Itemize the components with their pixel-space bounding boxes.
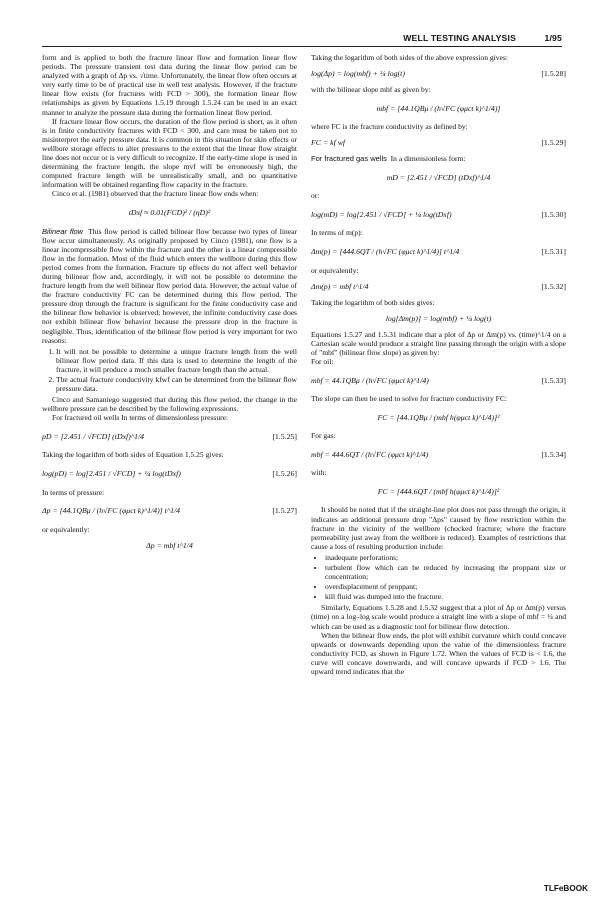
paragraph-text: In a dimensionless form: (390, 154, 466, 164)
paragraph: where FC is the fracture conductivity as defined by: (311, 122, 468, 132)
equation (42, 201, 297, 225)
paragraph: Equations 1.5.27 and 1.5.31 indicate that a plot of Δp or Δm(p) vs. (time)^1/4 on a Cartesian scale would produce a straight line passing through the origin with a slope of "mbf" (bilinear flow slope) as given by: (311, 329, 566, 357)
right-column (311, 53, 566, 676)
page-number: 1/95 (544, 33, 562, 43)
equation-expression: pD = [2.451 / √FCD] (tDxf)^1/4 (42, 431, 145, 441)
left-column (42, 53, 297, 557)
equation (311, 442, 566, 466)
paragraph: Taking the logarithm of both sides of Equation 1.5.25 gives: (42, 450, 224, 460)
equation-number: [1.5.31] (541, 247, 566, 257)
section-heading: Bilinear flow (42, 226, 84, 236)
equation-number: [1.5.30] (541, 209, 566, 219)
equation-expression: FC = [44.1QBμ / (mbf h(φμct k)^1/4)]² (377, 412, 500, 422)
paragraph: form and is applied to both the fracture linear flow and formation linear flow periods. The pressure transient test data during the linear flow period can be analyzed with a graph of Δp vs. √time. Unfortunately, the linear flow often occurs at very early time to be of practical use in well test analysis. However, if the fracture linear flow exists (for fractures with FCD > 300), the formation linear flow relationships as given by Equations 1.5.19 through 1.5.24 can be used in an exact manner to analyze the pressure data during the formation linear flow period. (42, 53, 297, 117)
equation-number: [1.5.29] (541, 138, 566, 148)
equation-number: [1.5.27] (272, 506, 297, 516)
paragraph: For fractured oil wells In terms of dimensionless pressure: (52, 413, 229, 423)
paragraph-text: This flow period is called bilinear flow because two types of linear flow occur simultaneously. As originally proposed by Cinco (1981), one flow is a linear incompressible flow within the fracture and the other is a linear compressible flow in the formation. Most of the fluid which enters the wellbore during this flow period comes from the formation. Fracture tip effects do not affect well behavior during bilinear flow and, accordingly, it will not be possible to determine the fracture length from the well bilinear flow period data. However, the actual value of the fracture conductivity FC can be determined during this flow period. The pressure drop through the fracture is significant for the finite conductivity case and the bilinear flow behavior is observed; however, the infinite conductivity case does not exhibit bilinear flow behavior because the pressure drop in the fracture is negligible. Thus, identification of the bilinear flow period is very important for two reasons: (42, 226, 297, 345)
equation (311, 277, 566, 296)
list-item: 2. The actual fracture conductivity kfwf can be determined from the bilinear flow pressure data. (56, 375, 297, 393)
paragraph: or: (311, 191, 320, 201)
paragraph: or equivalently: (311, 265, 359, 275)
running-header (42, 33, 562, 47)
equation (311, 202, 566, 226)
equation (311, 133, 566, 152)
equation (311, 96, 566, 120)
footer-brand: TLFeBOOK (543, 884, 588, 893)
equation-expression: FC = [444.6QT / (mbf h(φμct k)^1/4)]² (377, 486, 500, 496)
paragraph: For gas: (311, 431, 336, 441)
paragraph: When the bilinear flow ends, the plot will exhibit curvature which could concave upwards or downwards depending upon the value of the dimensionless fracture conductivity FCD, as shown in Figure 1.72. When the values of FCD is < 1.6, the curve will concave downwards, and will concave upwards if FCD > 1.6. The upward trend indicates that the (311, 630, 566, 676)
equation (42, 424, 297, 448)
equation-expression: mbf = [44.1QBμ / (h√FC (φμct k)^1/4)] (376, 103, 501, 113)
equation-number: [1.5.34] (541, 449, 566, 459)
paragraph: with: (311, 468, 327, 478)
paragraph: Cinco and Samaniego suggested that during this flow period, the change in the wellbore pressure can be described by the following expressions. (42, 395, 297, 414)
equation (311, 309, 566, 328)
equation-expression: Δm(p) = mbf t^1/4 (311, 281, 369, 291)
equation (311, 240, 566, 264)
paragraph: In terms of pressure: (42, 487, 105, 497)
paragraph: with the bilinear slope mbf as given by: (311, 85, 431, 95)
equation-expression: log(mD) = log[2.451 / √FCD] + ¼ log(tDxf) (311, 209, 452, 219)
list-item: 1. It will not be possible to determine a unique fracture length from the well bilinear flow period data. If this data is used to determine the length of the fracture, it will produce a much smaller fracture length than the actual. (56, 347, 297, 374)
equation-expression: log(pD) = log[2.451 / √FCD] + ¼ log(tDxf) (42, 469, 181, 479)
restrictions-list (311, 553, 566, 601)
list-item: • turbulent flow which can be reduced by increasing the proppant size or concentration; (325, 563, 566, 581)
paragraph: Taking the logarithm of both sides of the above expression gives: (311, 53, 508, 62)
equation (311, 64, 566, 83)
paragraph: The slope can then be used to solve for fracture conductivity FC: (311, 394, 507, 404)
paragraph: It should be noted that if the straight-line plot does not pass through the origin, it indicates an additional pressure drop "Δps" caused by flow restriction within the fracture in the vicinity of the wellbore (chocked fracture; where the fracture permeability just away from the wellbore is reduced). Examples of restrictions that cause a loss of resulting production include: (311, 505, 566, 551)
paragraph (42, 227, 297, 345)
equation-expression: log(Δp) = log(mbf) + ¼ log(t) (311, 69, 405, 79)
equation-expression: mbf = 444.6QT / (h√FC (φμct k)^1/4) (311, 449, 429, 459)
equation-number: [1.5.26] (272, 469, 297, 479)
equation-expression: Δm(p) = [444.6QT / (h√FC (φμct k)^1/4)] t^1/4 (311, 247, 460, 257)
equation-number: [1.5.25] (272, 431, 297, 441)
equation-expression: mD = [2.451 / √FCD] (tDxf)^1/4 (386, 172, 491, 182)
equation (42, 499, 297, 523)
paragraph (311, 154, 566, 163)
equation-number: [1.5.28] (541, 69, 566, 79)
equation (311, 368, 566, 392)
list-item: • kill fluid was dumped into the fracture. (325, 592, 566, 601)
equation-expression: tDxf ≈ 0.01(FCD)² / (ηD)² (128, 207, 211, 217)
paragraph: Cinco et al. (1981) observed that the fracture linear flow ends when: (52, 189, 259, 199)
list-item: • overdisplacement of proppant; (325, 582, 566, 591)
equation-expression: Δp = [44.1QBμ / (h√FC (φμct k)^1/4)] t^1/4 (42, 506, 181, 516)
header-rule (42, 46, 562, 47)
list-item: • inadequate perforations; (325, 553, 566, 562)
paragraph: For oil: (311, 357, 334, 367)
equation (42, 462, 297, 486)
paragraph: Taking the logarithm of both sides gives: (311, 297, 435, 307)
running-title: WELL TESTING ANALYSIS (403, 33, 516, 43)
paragraph: In terms of m(p): (311, 228, 363, 238)
equation (311, 405, 566, 429)
paragraph: or equivalently: (42, 524, 90, 534)
equation (311, 479, 566, 503)
equation-expression: log[Δm(p)] = log(mbf) + ¼ log(t) (385, 313, 492, 323)
paragraph: Similarly, Equations 1.5.28 and 1.5.32 suggest that a plot of Δp or Δm(p) versus (time) on a log–log scale would produce a straight line with a slope of mbf = ¼ and which can be used as a diagnostic tool for bilinear flow detection. (311, 603, 566, 631)
equation-expression: FC = kf wf (311, 138, 346, 148)
equation-number: [1.5.32] (541, 281, 566, 291)
section-heading: For fractured gas wells (311, 154, 387, 164)
equation (42, 536, 297, 555)
paragraph: If fracture linear flow occurs, the duration of the flow period is short, as it often is in finite conductivity fractures with FCD < 300, and care must be taken not to misinterpret the early pressure data. It is common in this situation for skin effects or wellbore storage effects to alter pressures to the extent that the linear flow straight line does not occur or is very difficult to recognize. If the early-time slope is used in determining the fracture length, the slope mvf will be erroneously high, the computed fracture length will be unrealistically small, and no quantitative information will be obtained regarding flow capacity in the fracture. (42, 116, 297, 190)
reasons-list (42, 347, 297, 393)
equation (311, 165, 566, 189)
equation-expression: Δp = mbf t^1/4 (146, 540, 193, 550)
equation-number: [1.5.33] (541, 375, 566, 385)
equation-expression: mbf = 44.1QBμ / (h√FC (φμct k)^1/4) (311, 375, 429, 385)
